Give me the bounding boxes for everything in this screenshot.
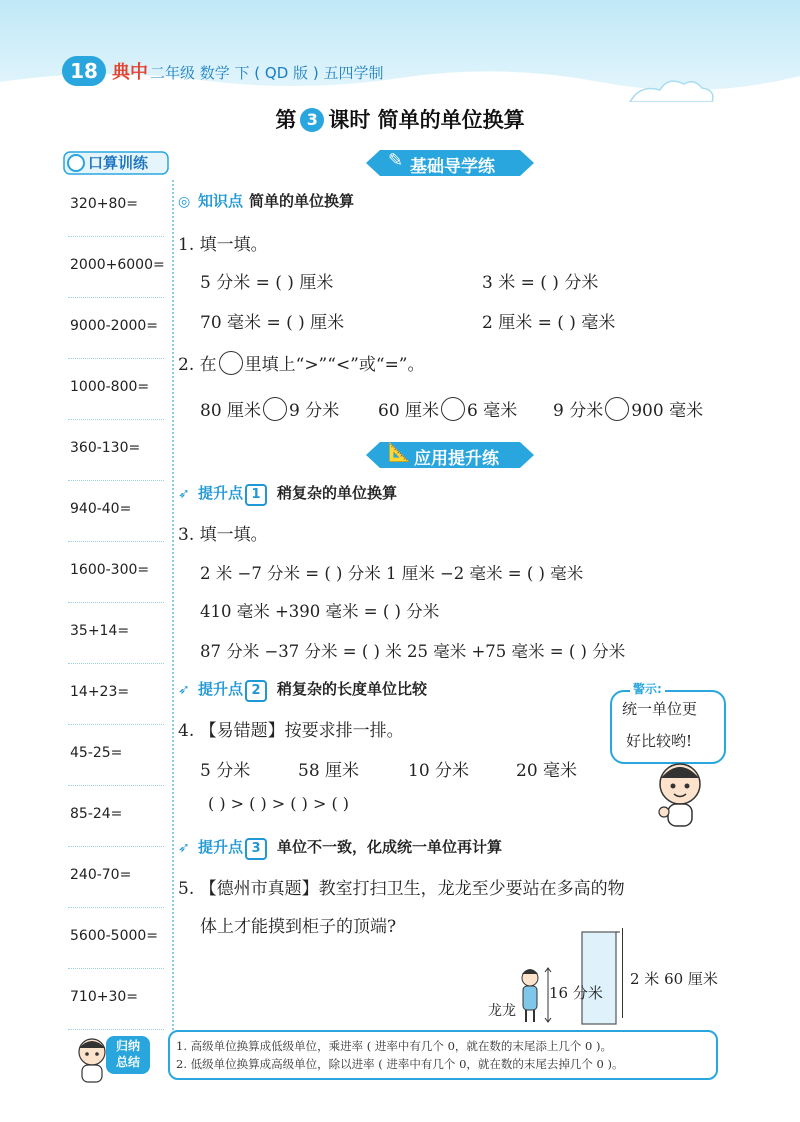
q4-order-line: ( ) > ( ) > ( ) > ( ): [208, 794, 350, 813]
lesson-number: 3: [300, 108, 324, 132]
point2-tag: 提升点: [198, 680, 244, 698]
hint-label: 警示:: [630, 680, 665, 697]
q3-line-1: 2 米 −7 分米 = ( ) 分米 1 厘米 −2 毫米 = ( ) 毫米: [200, 564, 584, 583]
column-divider: [172, 180, 174, 1030]
lesson-title-text: 课时 简单的单位换算: [328, 108, 525, 132]
point2-title: 稍复杂的长度单位比较: [277, 680, 428, 698]
q3-title: 3. 填一填。: [178, 525, 268, 545]
q2-b-right: 6 毫米: [467, 401, 518, 421]
oral-drill-item: 240-70=: [70, 867, 132, 883]
drill-answer-line: [68, 419, 164, 420]
q5-figure: [508, 926, 620, 1026]
answer-circle[interactable]: [219, 351, 243, 375]
point3-title: 单位不一致，化成统一单位再计算: [277, 838, 503, 856]
lesson-prefix: 第: [275, 108, 297, 132]
q2-title-post: 里填上“>”“<”或“=”。: [244, 355, 425, 375]
q1-item-3: 70 毫米 = ( ) 厘米: [200, 313, 345, 333]
drill-answer-line: [68, 907, 164, 908]
point2-number: 2: [245, 680, 267, 702]
summary-line-2: 2. 低级单位换算成高级单位，除以进率 ( 进率中有几个 0，就在数的末尾去掉几个 0 )。: [176, 1057, 624, 1071]
knowledge-point-tag: 知识点: [198, 192, 244, 210]
page-number: 18: [62, 56, 106, 86]
drill-answer-line: [68, 846, 164, 847]
brand-logo: 典中: [112, 62, 148, 83]
point3-number: 3: [245, 838, 267, 860]
ruler-icon: 📐: [388, 442, 411, 463]
drill-answer-line: [68, 1029, 164, 1030]
applied-practice-label: 应用提升练: [414, 449, 499, 469]
q2-item-1: [200, 396, 339, 421]
oral-drill-item: 360-130=: [70, 440, 141, 456]
boy-mascot-icon: [652, 760, 710, 832]
oral-drill-item: 1000-800=: [70, 379, 150, 395]
drill-answer-line: [68, 724, 164, 725]
summary-badge-line-1: 归纳: [115, 1039, 140, 1053]
knowledge-point-header: [178, 190, 354, 211]
q2-a-right: 9 分米: [289, 401, 340, 421]
rocket-icon: ➶: [178, 840, 190, 856]
oral-drill-item: 320+80=: [70, 196, 138, 212]
drill-answer-line: [68, 541, 164, 542]
drill-answer-line: [68, 358, 164, 359]
drill-answer-line: [68, 480, 164, 481]
oral-drill-item: 5600-5000=: [70, 928, 159, 944]
q2-title-pre: 2. 在: [178, 355, 217, 375]
oral-drill-item: 940-40=: [70, 501, 132, 517]
q5-line-1: 5. 【德州市真题】教室打扫卫生，龙龙至少要站在多高的物: [178, 879, 625, 899]
drill-answer-line: [68, 602, 164, 603]
point3-header: [178, 836, 502, 860]
q2-item-3: [553, 396, 703, 421]
q2-b-left: 60 厘米: [378, 401, 440, 421]
q1-item-1: 5 分米 = ( ) 厘米: [200, 273, 334, 293]
figure-name-label: 龙龙: [488, 1003, 516, 1019]
compare-circle-1[interactable]: [263, 397, 287, 421]
q1-title: 1. 填一填。: [178, 235, 268, 255]
rocket-icon: ➶: [178, 486, 190, 502]
hint-line-2: 好比较哟!: [626, 732, 693, 750]
point1-header: [178, 482, 397, 506]
summary-badge-line-2: 总结: [115, 1055, 140, 1069]
compare-circle-2[interactable]: [441, 397, 465, 421]
basic-practice-label: 基础导学练: [410, 157, 495, 177]
q4-title: 4. 【易错题】按要求排一排。: [178, 721, 404, 741]
summary-line-1: 1. 高级单位换算成低级单位，乘进率 ( 进率中有几个 0，就在数的末尾添上几个 0 )。: [176, 1039, 613, 1053]
q4-item-2: 58 厘米: [298, 761, 360, 781]
rocket-icon: ➶: [178, 682, 190, 698]
point1-tag: 提升点: [198, 484, 244, 502]
q2-title: [178, 350, 425, 375]
q5-line-2: 体上才能摸到柜子的顶端?: [200, 917, 397, 937]
q2-a-left: 80 厘米: [200, 401, 262, 421]
cabinet-dimension-line: [622, 928, 623, 1018]
summary-badge: [106, 1036, 150, 1074]
q1-item-2: 3 米 = ( ) 分米: [482, 273, 599, 293]
oral-training-label: 口算训练: [88, 154, 149, 172]
q3-line-3: 87 分米 −37 分米 = ( ) 米 25 毫米 +75 毫米 = ( ) 分米: [200, 642, 626, 661]
oral-drill-item: 45-25=: [70, 745, 123, 761]
q2-c-right: 900 毫米: [631, 401, 704, 421]
target-icon: ◎: [178, 194, 191, 210]
oral-drill-item: 14+23=: [70, 684, 130, 700]
drill-answer-line: [68, 663, 164, 664]
figure-cabinet-label: 2 米 60 厘米: [630, 970, 718, 988]
drill-answer-line: [68, 297, 164, 298]
drill-answer-line: [68, 968, 164, 969]
q4-item-1: 5 分米: [200, 761, 251, 781]
point1-title: 稍复杂的单位换算: [277, 484, 398, 502]
hint-line-1: 统一单位更: [622, 700, 698, 718]
q2-c-left: 9 分米: [553, 401, 604, 421]
oral-drill-item: 9000-2000=: [70, 318, 159, 334]
compare-circle-3[interactable]: [605, 397, 629, 421]
book-title: 二年级 数学 下 ( QD 版 ) 五四学制: [150, 64, 384, 82]
figure-height-label: 16 分米: [549, 984, 603, 1002]
compass-icon: ✎: [388, 150, 404, 171]
q3-line-2: 410 毫米 +390 毫米 = ( ) 分米: [200, 602, 440, 621]
drill-answer-line: [68, 785, 164, 786]
q1-item-4: 2 厘米 = ( ) 毫米: [482, 313, 616, 333]
oral-drill-item: 85-24=: [70, 806, 123, 822]
oral-drill-item: 710+30=: [70, 989, 138, 1005]
q4-item-3: 10 分米: [408, 761, 470, 781]
lesson-title: [0, 104, 800, 134]
point2-header: [178, 678, 427, 702]
q2-item-2: [378, 396, 517, 421]
knowledge-point-title: 简单的单位换算: [249, 192, 355, 210]
oral-drill-item: 35+14=: [70, 623, 130, 639]
point3-tag: 提升点: [198, 838, 244, 856]
point1-number: 1: [245, 484, 267, 506]
q4-item-4: 20 毫米: [516, 761, 578, 781]
oral-drill-item: 1600-300=: [70, 562, 150, 578]
drill-answer-line: [68, 236, 164, 237]
oral-drill-item: 2000+6000=: [70, 257, 165, 273]
